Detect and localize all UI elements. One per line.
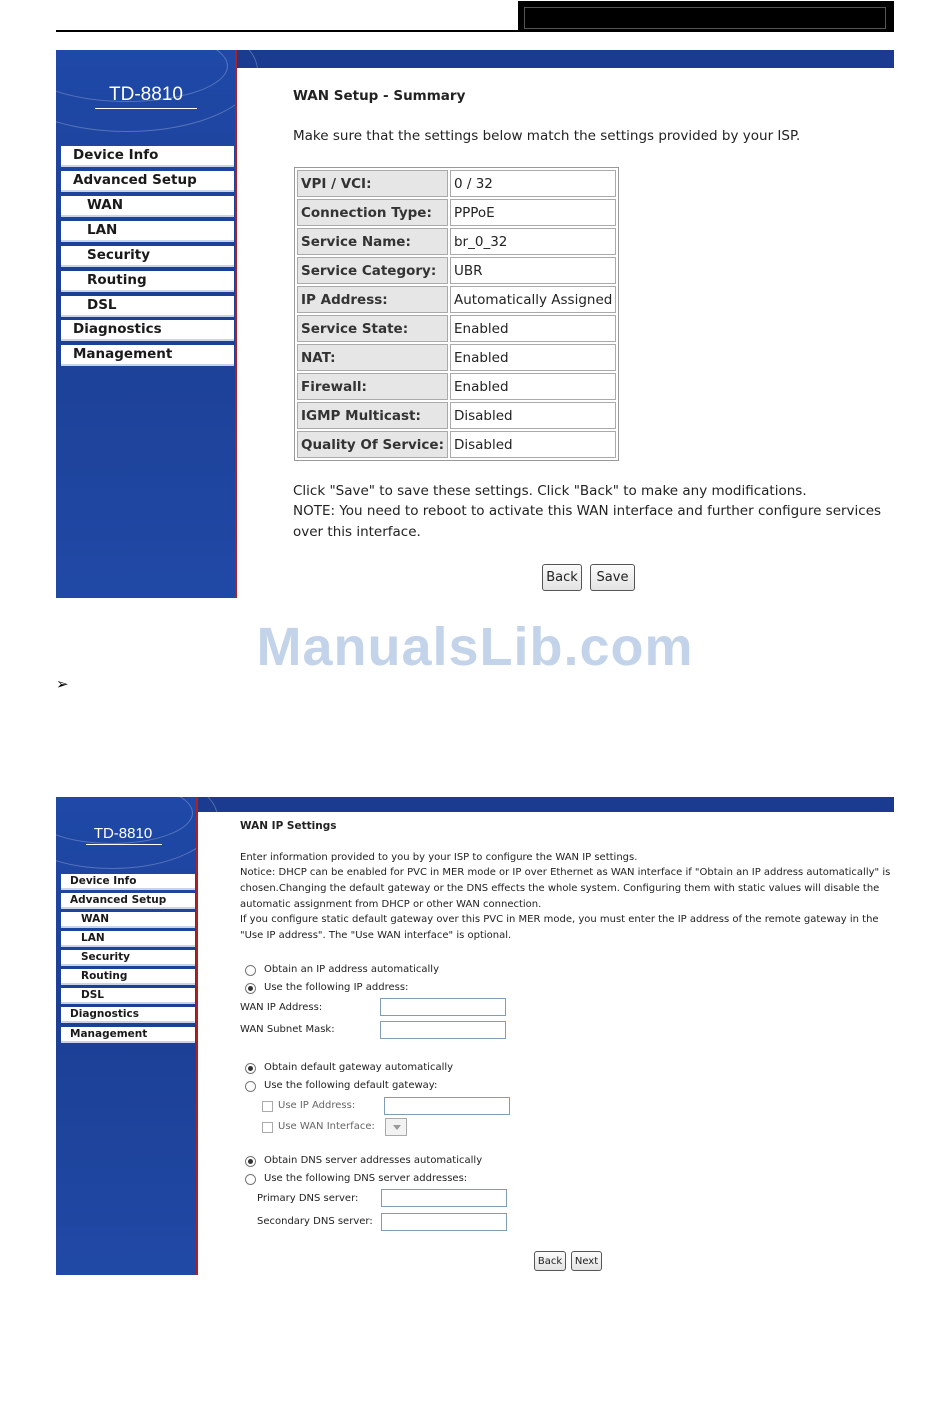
wan-ip-label: WAN IP Address: bbox=[240, 1002, 323, 1013]
wan-interface-select[interactable] bbox=[385, 1118, 407, 1136]
brand-logo: TD-8810 bbox=[86, 84, 206, 106]
notice-text: Notice: DHCP can be enabled for PVC in MER mode or IP over Ethernet as WAN interface if "Obtain an IP address automatically" is bbox=[240, 867, 891, 878]
summary-table bbox=[294, 167, 619, 461]
row-value: Enabled bbox=[450, 315, 616, 342]
intro-text: Enter information provided to you by your ISP to configure the WAN IP settings. bbox=[240, 852, 638, 863]
table-row bbox=[297, 257, 616, 284]
menu-security[interactable]: Security bbox=[61, 950, 195, 966]
brand-logo: TD-8810 bbox=[78, 825, 168, 842]
bullet-arrow-icon: ➢ bbox=[56, 675, 69, 693]
menu-dsl[interactable]: DSL bbox=[61, 988, 195, 1004]
wan-ip-settings-screenshot bbox=[56, 797, 894, 1275]
menu-device-info[interactable]: Device Info bbox=[61, 146, 234, 167]
reboot-note: NOTE: You need to reboot to activate this WAN interface and further configure services bbox=[293, 503, 882, 519]
row-value: Automatically Assigned bbox=[450, 286, 616, 313]
row-key: IGMP Multicast: bbox=[297, 402, 448, 429]
row-value: Disabled bbox=[450, 431, 616, 458]
manualslib-watermark: ManualsLib.com bbox=[256, 617, 694, 677]
table-row bbox=[297, 373, 616, 400]
menu-routing[interactable]: Routing bbox=[61, 969, 195, 985]
menu-diagnostics[interactable]: Diagnostics bbox=[61, 1007, 195, 1023]
row-key: NAT: bbox=[297, 344, 448, 371]
sidebar bbox=[56, 50, 236, 598]
back-button[interactable]: Back bbox=[542, 564, 582, 591]
back-button[interactable]: Back bbox=[534, 1251, 566, 1271]
use-following-gateway-radio[interactable] bbox=[245, 1081, 256, 1092]
table-row bbox=[297, 170, 616, 197]
use-wan-interface-label: Use WAN Interface: bbox=[278, 1121, 375, 1132]
menu-wan[interactable]: WAN bbox=[61, 196, 234, 217]
header-block-inner bbox=[524, 7, 886, 29]
static-gateway-text: "Use IP address". The "Use WAN interface" is optional. bbox=[240, 930, 512, 941]
row-value: 0 / 32 bbox=[450, 170, 616, 197]
menu-security[interactable]: Security bbox=[61, 246, 234, 267]
row-key: Service Name: bbox=[297, 228, 448, 255]
header-rule bbox=[56, 30, 894, 32]
menu-dsl[interactable]: DSL bbox=[61, 296, 234, 317]
sidebar bbox=[56, 797, 197, 1275]
obtain-gateway-auto-label: Obtain default gateway automatically bbox=[264, 1062, 454, 1073]
use-following-dns-radio[interactable] bbox=[245, 1174, 256, 1185]
table-row bbox=[297, 402, 616, 429]
use-ip-address-checkbox[interactable] bbox=[262, 1101, 273, 1112]
row-value: br_0_32 bbox=[450, 228, 616, 255]
table-row bbox=[297, 344, 616, 371]
use-following-gateway-label: Use the following default gateway: bbox=[264, 1080, 438, 1091]
page-title: WAN IP Settings bbox=[240, 820, 337, 832]
row-value: Enabled bbox=[450, 373, 616, 400]
obtain-dns-auto-radio[interactable] bbox=[245, 1156, 256, 1167]
menu-routing[interactable]: Routing bbox=[61, 271, 234, 292]
table-row bbox=[297, 228, 616, 255]
row-value: Disabled bbox=[450, 402, 616, 429]
menu-lan[interactable]: LAN bbox=[61, 221, 234, 242]
wan-subnet-mask-label: WAN Subnet Mask: bbox=[240, 1024, 335, 1035]
use-following-ip-label: Use the following IP address: bbox=[264, 982, 409, 993]
row-key: Quality Of Service: bbox=[297, 431, 448, 458]
menu-advanced-setup[interactable]: Advanced Setup bbox=[61, 171, 234, 192]
gateway-ip-input[interactable] bbox=[384, 1097, 510, 1115]
wan-ip-input[interactable] bbox=[380, 998, 506, 1016]
menu-lan[interactable]: LAN bbox=[61, 931, 195, 947]
table-row bbox=[297, 199, 616, 226]
reboot-note-cont: over this interface. bbox=[293, 524, 421, 540]
row-key: Connection Type: bbox=[297, 199, 448, 226]
table-row bbox=[297, 431, 616, 458]
static-gateway-text: If you configure static default gateway over this PVC in MER mode, you must enter the IP address of the remote gateway in the bbox=[240, 914, 879, 925]
row-value: Enabled bbox=[450, 344, 616, 371]
row-value: UBR bbox=[450, 257, 616, 284]
menu-wan[interactable]: WAN bbox=[61, 912, 195, 928]
save-instruction: Click "Save" to save these settings. Click "Back" to make any modifications. bbox=[293, 483, 807, 499]
primary-dns-input[interactable] bbox=[381, 1189, 507, 1207]
obtain-dns-auto-label: Obtain DNS server addresses automatically bbox=[264, 1155, 483, 1166]
row-key: VPI / VCI: bbox=[297, 170, 448, 197]
menu-management[interactable]: Management bbox=[61, 345, 234, 366]
notice-text: chosen.Changing the default gateway or the DNS effects the whole system. Configuring them with static values will disable the bbox=[240, 883, 880, 894]
wan-summary-screenshot bbox=[56, 50, 894, 598]
use-ip-address-label: Use IP Address: bbox=[278, 1100, 356, 1111]
use-following-ip-radio[interactable] bbox=[245, 983, 256, 994]
row-key: Service State: bbox=[297, 315, 448, 342]
notice-text: automatic assignment from DHCP or other WAN connection. bbox=[240, 899, 542, 910]
row-value: PPPoE bbox=[450, 199, 616, 226]
menu-management[interactable]: Management bbox=[61, 1027, 195, 1043]
menu-device-info[interactable]: Device Info bbox=[61, 874, 195, 890]
sidebar-divider bbox=[196, 797, 198, 1275]
row-key: IP Address: bbox=[297, 286, 448, 313]
obtain-gateway-auto-radio[interactable] bbox=[245, 1063, 256, 1074]
use-wan-interface-checkbox[interactable] bbox=[262, 1122, 273, 1133]
row-key: Firewall: bbox=[297, 373, 448, 400]
primary-dns-label: Primary DNS server: bbox=[257, 1193, 359, 1204]
save-button[interactable]: Save bbox=[590, 564, 635, 591]
menu-diagnostics[interactable]: Diagnostics bbox=[61, 320, 234, 341]
sidebar-divider bbox=[235, 50, 237, 598]
secondary-dns-label: Secondary DNS server: bbox=[257, 1216, 373, 1227]
use-following-dns-label: Use the following DNS server addresses: bbox=[264, 1173, 468, 1184]
table-row bbox=[297, 286, 616, 313]
table-row bbox=[297, 315, 616, 342]
menu-advanced-setup[interactable]: Advanced Setup bbox=[61, 893, 195, 909]
obtain-ip-auto-radio[interactable] bbox=[245, 965, 256, 976]
wan-subnet-mask-input[interactable] bbox=[380, 1021, 506, 1039]
obtain-ip-auto-label: Obtain an IP address automatically bbox=[264, 964, 440, 975]
summary-intro: Make sure that the settings below match the settings provided by your ISP. bbox=[293, 128, 801, 144]
secondary-dns-input[interactable] bbox=[381, 1213, 507, 1231]
content-area bbox=[199, 812, 894, 1275]
row-key: Service Category: bbox=[297, 257, 448, 284]
page-title: WAN Setup - Summary bbox=[293, 88, 466, 104]
next-button[interactable]: Next bbox=[571, 1251, 602, 1271]
